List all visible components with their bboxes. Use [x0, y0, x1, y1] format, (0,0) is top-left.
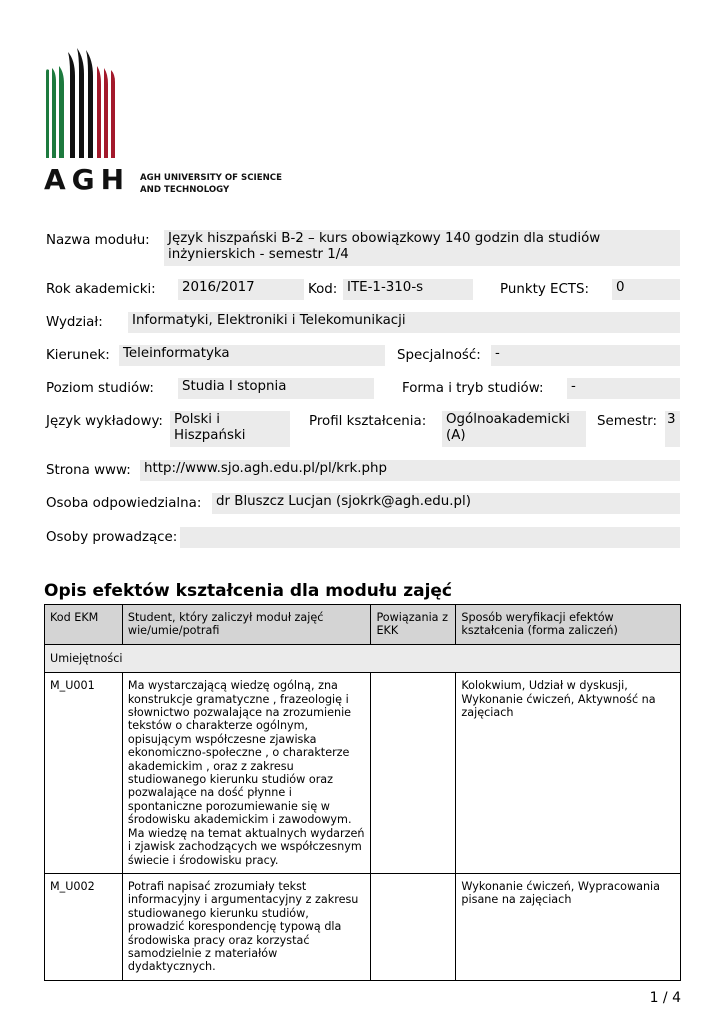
table-group-row — [45, 644, 681, 672]
value-strona-www: http://www.sjo.agh.edu.pl/pl/krk.php — [140, 460, 680, 481]
table-row — [45, 873, 681, 980]
value-nazwa-modulu: Język hiszpański B-2 – kurs obowiązkowy 140 godzin dla studiów inżynierskich - semestr 1/4 — [164, 230, 680, 266]
cell-weryfikacja: Wykonanie ćwiczeń, Wypracowania pisane na zajęciach — [456, 873, 681, 980]
cell-weryfikacja: Kolokwium, Udział w dyskusji, Wykonanie ćwiczeń, Aktywność na zajęciach — [456, 673, 681, 874]
label-profil-ksztalcenia: Profil kształcenia: — [309, 414, 427, 429]
value-kod: ITE-1-310-s — [343, 279, 473, 300]
label-osoba-odpowiedzialna: Osoba odpowiedzialna: — [46, 496, 202, 511]
table-row — [45, 673, 681, 874]
label-semestr: Semestr: — [597, 414, 658, 429]
cell-ekk — [371, 673, 456, 874]
value-jezyk-wykladowy: Polski i Hiszpański — [170, 411, 290, 447]
logo-bar-black-3 — [86, 50, 93, 158]
table-header-row — [45, 605, 681, 645]
label-osoby-prowadzace: Osoby prowadzące: — [46, 530, 178, 545]
cell-opis: Ma wystarczającą wiedzę ogólną, zna konstrukcje gramatyczne , frazeologię i słownictwo pozwalające na zrozumienie tekstów o charakterze ogólnym, opisującym współczesne zjawiska ekonomiczno-społeczne , o charakterze akademickim , oraz z zakresu studiowanego kierunku studiów oraz pozwalające na dość płynne i spontaniczne porozumiewanie się w środowisku akademickim i zawodowym. Ma wiedzę na temat aktualnych wydarzeń i zjawisk zachodzących we współczesnym świecie i środowisku pracy. — [122, 673, 371, 874]
agh-logo — [44, 48, 284, 196]
logo-bar-black-1 — [68, 52, 75, 158]
header-powiazania: Powiązania z EKK — [371, 605, 456, 645]
value-specjalnosc: - — [491, 345, 680, 366]
value-forma-studiow: - — [567, 378, 680, 399]
value-poziom-studiow: Studia I stopnia — [178, 378, 374, 399]
cell-kod: M_U002 — [45, 873, 123, 980]
logo-university-line2: AND TECHNOLOGY — [140, 185, 230, 195]
value-osoby-prowadzace — [180, 527, 680, 548]
value-wydzial: Informatyki, Elektroniki i Telekomunikacji — [128, 312, 680, 333]
logo-bar-black-2 — [77, 48, 84, 158]
label-rok-akademicki: Rok akademicki: — [46, 282, 156, 297]
logo-bar-green-3 — [59, 66, 64, 158]
logo-bar-red-3 — [111, 70, 115, 158]
label-punkty-ects: Punkty ECTS: — [500, 282, 590, 297]
logo-bar-green-1 — [46, 69, 49, 158]
value-profil-ksztalcenia: Ogólnoakademicki (A) — [442, 411, 586, 447]
value-punkty-ects: 0 — [612, 279, 680, 300]
logo-agh-text: AGH — [44, 163, 131, 196]
label-nazwa-modulu: Nazwa modułu: — [46, 233, 150, 248]
label-wydzial: Wydział: — [46, 315, 103, 330]
header-sposob-weryfikacji: Sposób weryfikacji efektów kształcenia (forma zaliczeń) — [456, 605, 681, 645]
cell-kod: M_U001 — [45, 673, 123, 874]
ekm-table — [44, 604, 681, 981]
label-jezyk-wykladowy: Język wykładowy: — [46, 414, 163, 429]
logo-bar-red-2 — [104, 68, 108, 158]
cell-opis: Potrafi napisać zrozumiały tekst informacyjny i argumentacyjny z zakresu studiowanego kierunku studiów, prowadzić korespondencję typową dla środowiska pracy oraz korzystać samodzielnie z materiałów dydaktycznych. — [122, 873, 371, 980]
value-rok-akademicki: 2016/2017 — [178, 279, 304, 300]
header-student: Student, który zaliczył moduł zajęć wie/umie/potrafi — [122, 605, 371, 645]
label-strona-www: Strona www: — [46, 463, 131, 478]
label-kierunek: Kierunek: — [46, 348, 110, 363]
agh-logo-emblem — [44, 48, 120, 160]
value-osoba-odpowiedzialna: dr Bluszcz Lucjan (sjokrk@agh.edu.pl) — [212, 493, 680, 514]
page-number: 1 / 4 — [649, 990, 681, 1006]
label-kod: Kod: — [308, 282, 338, 297]
value-kierunek: Teleinformatyka — [119, 345, 385, 366]
section-title: Opis efektów kształcenia dla modułu zajęć — [44, 581, 453, 601]
cell-ekk — [371, 873, 456, 980]
group-label: Umiejętności — [45, 644, 681, 672]
label-poziom-studiow: Poziom studiów: — [46, 381, 154, 396]
logo-university-line1: AGH UNIVERSITY OF SCIENCE — [140, 173, 282, 183]
value-semestr: 3 — [665, 411, 680, 447]
logo-bar-red-1 — [97, 66, 101, 158]
label-specjalnosc: Specjalność: — [397, 348, 481, 363]
logo-bar-green-2 — [52, 68, 56, 158]
header-kod-ekm: Kod EKM — [45, 605, 123, 645]
label-forma-studiow: Forma i tryb studiów: — [402, 381, 544, 396]
logo-university-name — [140, 172, 282, 196]
